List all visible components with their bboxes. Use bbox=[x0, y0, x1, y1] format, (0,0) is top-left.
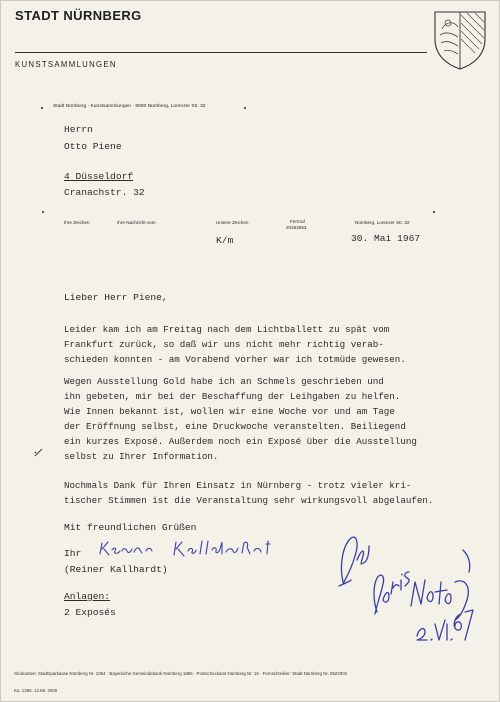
return-address-dot-left bbox=[41, 107, 43, 109]
footer-accounts: Girokonten: Stadtsparkasse Nürnberg Nr. 1084 · Bayerische Gemeindebank Nürnberg 1855 · Postscheckamt Nürnberg Nr. 15 · Fernschreiber: Stadt Nürnberg Nr. 0622002 bbox=[14, 671, 348, 676]
letterhead-department: KUNSTSAMMLUNGEN bbox=[15, 60, 117, 69]
return-address: Stadt Nürnberg · Kunstsammlungen · 8500 Nürnberg, Lorenzer Str. 32 bbox=[53, 104, 206, 109]
greeting: Lieber Herr Piene, bbox=[64, 292, 168, 303]
ref-unsere-zeichen-value: K/m bbox=[216, 235, 234, 246]
coat-of-arms-icon bbox=[432, 9, 488, 71]
ref-fernruf-number: 20252653 bbox=[286, 225, 307, 230]
letterhead-city: STADT NÜRNBERG bbox=[15, 8, 142, 23]
ref-ihre-nachricht: Ihre Nachricht vom bbox=[117, 220, 156, 225]
paragraph-2-line-2: ihn gebeten, mir bei der Beschaffung der Leihgaben zu helfen. bbox=[64, 391, 401, 402]
closing: Mit freundlichen Grüßen bbox=[64, 522, 197, 533]
paragraph-1-line-1: Leider kam ich am Freitag nach dem Lichtballett zu spät vom bbox=[64, 324, 390, 335]
letterhead-rule bbox=[15, 52, 427, 53]
paragraph-3-line-2: tischer Stimmen ist die Veranstaltung sehr wirkungsvoll abgelaufen. bbox=[64, 495, 434, 506]
paragraph-1-line-3: schieden konnten - am Vorabend vorher war ich totmüde gewesen. bbox=[64, 354, 406, 365]
ref-ihre-zeichen: Ihre Zeichen bbox=[64, 220, 90, 225]
signer-name: (Reiner Kallhardt) bbox=[64, 564, 168, 575]
letter-date: 30. Mai 1967 bbox=[351, 233, 421, 244]
recipient-city: 4 Düsseldorf bbox=[64, 171, 134, 182]
paragraph-2-line-4: der Eröffnung selbst, eine Druckwoche veranstelten. Beiliegend bbox=[64, 421, 406, 432]
recipient-salutation: Herrn bbox=[64, 124, 93, 135]
ihr: Ihr bbox=[64, 548, 82, 559]
attachments-value: 2 Exposés bbox=[64, 607, 116, 618]
handwritten-annotation bbox=[325, 520, 475, 645]
ref-fernruf-label: Fernruf bbox=[290, 219, 305, 224]
ref-dot-left bbox=[42, 211, 44, 213]
paragraph-2-line-6: selbst zu Ihrer Information. bbox=[64, 451, 219, 462]
ref-dot-right bbox=[433, 211, 435, 213]
recipient-name: Otto Piene bbox=[64, 141, 122, 152]
paragraph-1-line-2: Frankfurt zurück, so daß wir uns nicht mehr richtig verab- bbox=[64, 339, 384, 350]
paragraph-2-line-5: ein kurzes Exposé. Außerdem noch ein Exposé über die Ausstellung bbox=[64, 436, 417, 447]
paragraph-2-line-1: Wegen Ausstellung Gold habe ich an Schmels geschrieben und bbox=[64, 376, 384, 387]
return-address-dot-right bbox=[244, 107, 246, 109]
paragraph-2-line-3: Wie Innen bekannt ist, wollen wir eine Woche vor und am Tage bbox=[64, 406, 395, 417]
footer-form-code: Ku. 1356. 12.66. 2000 bbox=[14, 688, 58, 693]
handwritten-signature bbox=[96, 538, 296, 560]
attachments-label: Anlagen: bbox=[64, 591, 111, 602]
ref-unsere-zeichen: Unsere Zeichen bbox=[216, 220, 249, 225]
ref-place: Nürnberg, Lorenzer Str. 32 bbox=[355, 220, 410, 225]
margin-mark bbox=[34, 444, 43, 453]
paragraph-3-line-1: Nochmals Dank für Ihren Einsatz in Nürnberg - trotz vieler kri- bbox=[64, 480, 412, 491]
recipient-street: Cranachstr. 32 bbox=[64, 187, 145, 198]
